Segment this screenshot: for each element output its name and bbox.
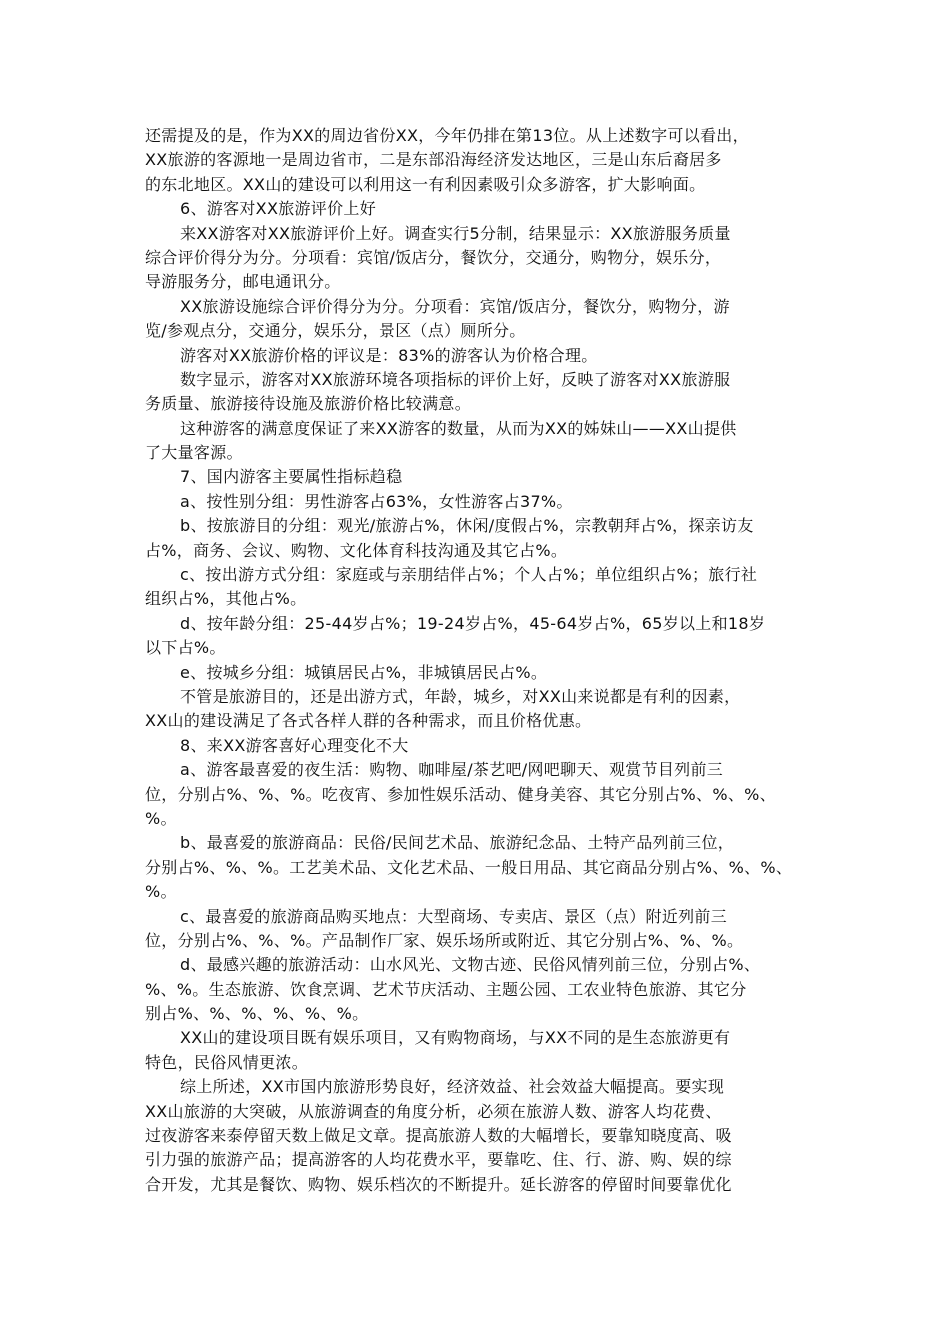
text-line: 位，分别占%、%、%。吃夜宵、参加性娱乐活动、健身美容、其它分别占%、%、%、 xyxy=(145,784,776,804)
text-line: 来XX游客对XX旅游评价上好。调查实行5分制，结果显示：XX旅游服务质量 xyxy=(180,223,731,243)
text-line: XX山的建设满足了各式各样人群的各种需求，而且价格优惠。 xyxy=(145,711,592,731)
text-line: 特色，民俗风情更浓。 xyxy=(145,1052,309,1072)
list-item: d、最感兴趣的旅游活动：山水风光、文物古迹、民俗风情列前三位，分别占%、 xyxy=(180,955,761,975)
text-line: XX山的建设项目既有娱乐项目，又有购物商场，与XX不同的是生态旅游更有 xyxy=(180,1028,731,1048)
list-item: a、游客最喜爱的夜生活：购物、咖啡屋/茶艺吧/网吧聊天、观赏节目列前三 xyxy=(180,760,724,780)
text-line: XX旅游设施综合评价得分为分。分项看：宾馆/饭店分，餐饮分，购物分，游 xyxy=(180,296,730,316)
list-item: e、按城乡分组：城镇居民占%，非城镇居民占%。 xyxy=(180,662,548,682)
text-line: 别占%、%、%、%、%、%。 xyxy=(145,1004,369,1024)
list-item: b、最喜爱的旅游商品：民俗/民间艺术品、旅游纪念品、土特产品列前三位， xyxy=(180,833,735,853)
text-line: %、%。生态旅游、饮食烹调、艺术节庆活动、主题公园、工农业特色旅游、其它分 xyxy=(145,979,747,999)
section-heading: 8、来XX游客喜好心理变化不大 xyxy=(180,735,409,755)
list-item: d、按年龄分组：25-44岁占%；19-24岁占%，45-64岁占%，65岁以上和18岁 xyxy=(180,613,766,633)
text-line: XX山旅游的大突破，从旅游调查的角度分析，必须在旅游人数、游客人均花费、 xyxy=(145,1101,722,1121)
list-item: c、按出游方式分组：家庭或与亲朋结伴占%；个人占%；单位组织占%；旅行社 xyxy=(180,565,758,585)
text-line: 数字显示，游客对XX旅游环境各项指标的评价上好，反映了游客对XX旅游服 xyxy=(180,369,731,389)
section-heading: 6、游客对XX旅游评价上好 xyxy=(180,199,377,219)
text-line: 综合评价得分为分。分项看：宾馆/饭店分，餐饮分，交通分，购物分，娱乐分， xyxy=(145,247,722,267)
text-line: %。 xyxy=(145,882,177,902)
text-line: 合开发，尤其是餐饮、购物、娱乐档次的不断提升。延长游客的停留时间要靠优化 xyxy=(145,1174,732,1194)
text-line: 综上所述，XX市国内旅游形势良好，经济效益、社会效益大幅提高。要实现 xyxy=(180,1077,725,1097)
text-line: 览/参观点分，交通分，娱乐分，景区（点）厕所分。 xyxy=(145,321,526,341)
text-line: 组织占%，其他占%。 xyxy=(145,589,307,609)
text-line: 不管是旅游目的，还是出游方式，年龄，城乡，对XX山来说都是有利的因素， xyxy=(180,686,741,706)
text-line: XX旅游的客源地一是周边省市，二是东部沿海经济发达地区，三是山东后裔居多 xyxy=(145,150,722,170)
text-line: 导游服务分，邮电通讯分。 xyxy=(145,272,341,292)
text-line: 位，分别占%、%、%。产品制作厂家、娱乐场所或附近、其它分别占%、%、%。 xyxy=(145,930,744,950)
text-line: 引力强的旅游产品；提高游客的人均花费水平，要靠吃、住、行、游、购、娱的综 xyxy=(145,1150,732,1170)
text-line: 务质量、旅游接待设施及旅游价格比较满意。 xyxy=(145,394,472,414)
text-line: 游客对XX旅游价格的评议是：83%的游客认为价格合理。 xyxy=(180,345,598,365)
text-line: 还需提及的是，作为XX的周边省份XX，今年仍排在第13位。从上述数字可以看出， xyxy=(145,126,749,145)
text-line: 占%，商务、会议、购物、文化体育科技沟通及其它占%。 xyxy=(145,540,568,560)
text-line: %。 xyxy=(145,808,177,828)
text-line: 以下占%。 xyxy=(145,638,226,658)
text-line: 了大量客源。 xyxy=(145,443,243,463)
section-heading: 7、国内游客主要属性指标趋稳 xyxy=(180,467,403,487)
document-body xyxy=(145,124,825,1197)
list-item: b、按旅游目的分组：观光/旅游占%，休闲/度假占%，宗教朝拜占%，探亲访友 xyxy=(180,516,754,536)
text-line: 过夜游客来泰停留天数上做足文章。提高旅游人数的大幅增长，要靠知晓度高、吸 xyxy=(145,1126,732,1146)
list-item: c、最喜爱的旅游商品购买地点：大型商场、专卖店、景区（点）附近列前三 xyxy=(180,906,727,926)
text-line: 分别占%、%、%。工艺美术品、文化艺术品、一般日用品、其它商品分别占%、%、%、 xyxy=(145,857,793,877)
list-item: a、按性别分组：男性游客占63%，女性游客占37%。 xyxy=(180,491,573,511)
text-line: 这种游客的满意度保证了来XX游客的数量，从而为XX的姊妹山——XX山提供 xyxy=(180,418,737,438)
text-line: 的东北地区。XX山的建设可以利用这一有利因素吸引众多游客，扩大影响面。 xyxy=(145,174,706,194)
